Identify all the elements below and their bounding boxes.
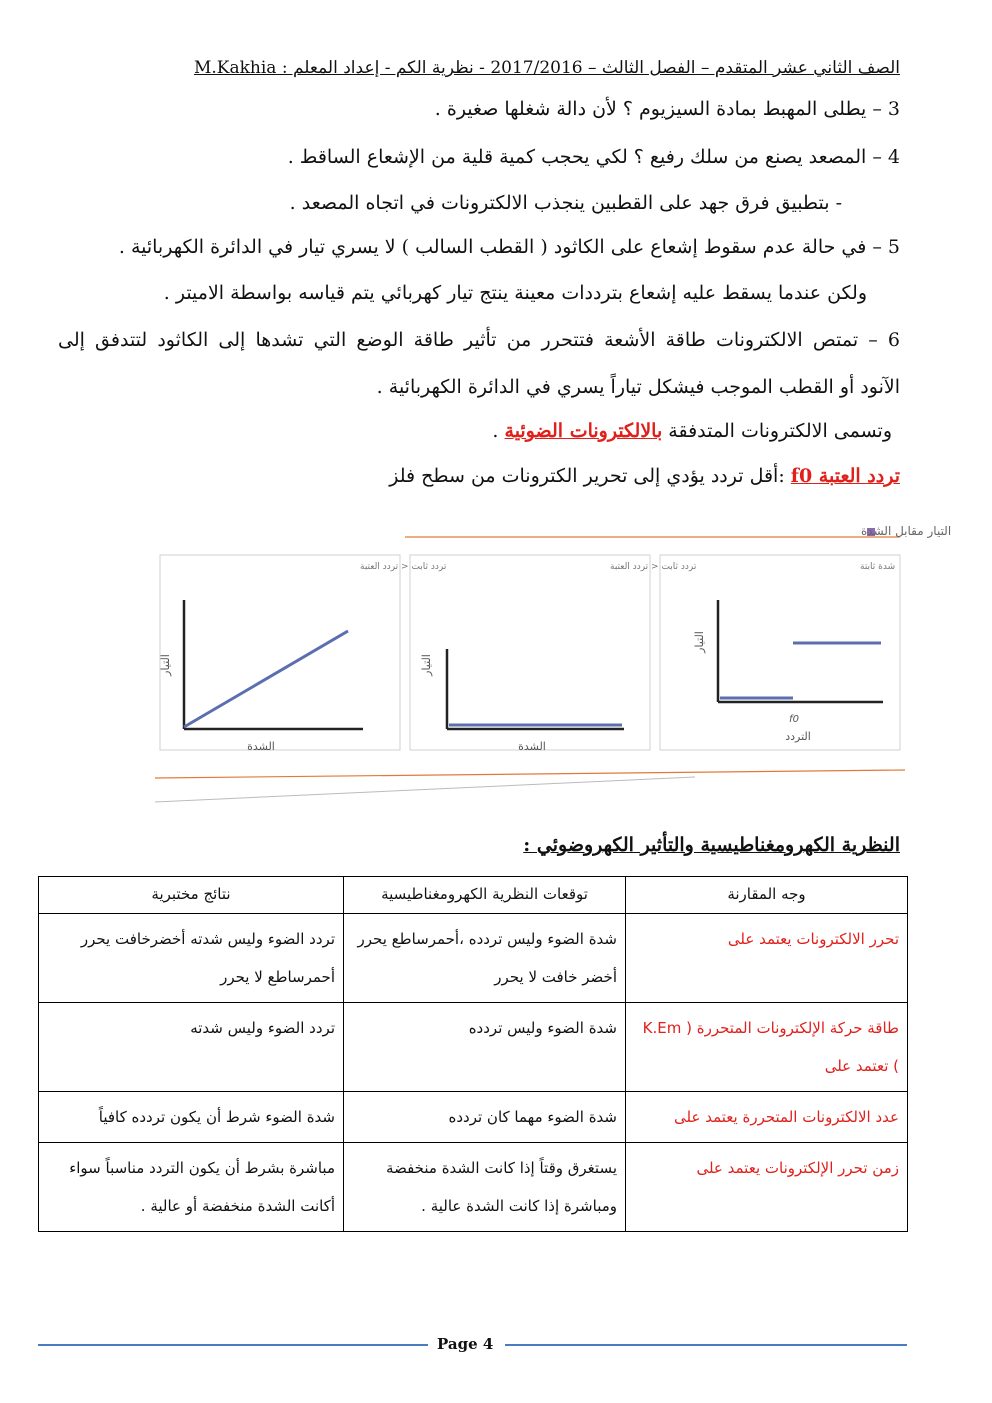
line-7 bbox=[492, 420, 892, 442]
table-header-cell: توقعات النظرية الكهرومغناطيسية bbox=[344, 877, 626, 914]
table-header-cell: نتائج مختبرية bbox=[39, 877, 344, 914]
table-cell-theory: شدة الضوء وليس تردده bbox=[344, 1003, 626, 1092]
line-5: 5 – في حالة عدم سقوط إشعاع على الكاثود ( القطب السالب ) لا يسري تيار في الدائرة الكهربائية . bbox=[118, 236, 900, 258]
threshold-frequency-term: تردد العتبة f0 bbox=[790, 465, 900, 487]
page-header: الصف الثاني عشر المتقدم – الفصل الثالث – 2017/2016 - نظرية الكم - إعداد المعلم : M.Kakhia bbox=[193, 58, 900, 78]
panel-3-ylabel: التيار bbox=[693, 631, 706, 653]
footer-rule-left bbox=[38, 1344, 428, 1346]
table-cell-lab: مباشرة بشرط أن يكون التردد مناسباً سواء أكانت الشدة منخفضة أو عالية . bbox=[39, 1143, 344, 1232]
panel-1-caption: تردد ثابت < تردد العتبة bbox=[360, 562, 447, 572]
line-6b: الآنود أو القطب الموجب فيشكل تياراً يسري في الدائرة الكهربائية . bbox=[376, 376, 900, 398]
table-cell-aspect: تحرر الالكترونات يعتمد على bbox=[626, 914, 908, 1003]
panel-2-xlabel: الشدة bbox=[518, 740, 546, 753]
line-8 bbox=[389, 465, 900, 487]
line-7-suffix: . bbox=[492, 420, 505, 442]
table-row bbox=[39, 1092, 908, 1143]
line-8-rest: :أقل تردد يؤدي إلى تحرير الكترونات من سطح فلز bbox=[389, 465, 791, 487]
line-4b: - بتطبيق فرق جهد على القطبين ينجذب الالكترونات في اتجاه المصعد . bbox=[289, 192, 842, 214]
section-title: النظرية الكهرومغناطيسية والتأثير الكهروضوئي : bbox=[523, 834, 900, 856]
table-cell-aspect: زمن تحرر الإلكترونات يعتمد على bbox=[626, 1143, 908, 1232]
table-cell-aspect: طاقة حركة الإلكترونات المتحررة ( K.Em ) تعتمد على bbox=[626, 1003, 908, 1092]
panel-1-ylabel: التيار bbox=[159, 654, 172, 676]
table-cell-lab: شدة الضوء شرط أن يكون تردده كافياً bbox=[39, 1092, 344, 1143]
panel-2-caption: تردد ثابت < تردد العتبة bbox=[610, 562, 697, 572]
table-cell-theory: يستغرق وقتاً إذا كانت الشدة منخفضة ومباشرة إذا كانت الشدة عالية . bbox=[344, 1143, 626, 1232]
table-row bbox=[39, 914, 908, 1003]
line-7-prefix: وتسمى الالكترونات المتدفقة bbox=[662, 420, 892, 442]
table-cell-lab: تردد الضوء وليس شدته bbox=[39, 1003, 344, 1092]
table-row bbox=[39, 1003, 908, 1092]
line-3: 3 – يطلى المهبط بمادة السيزيوم ؟ لأن دالة شغلها صغيرة . bbox=[434, 98, 900, 120]
line-5b: ولكن عندما يسقط عليه إشعاع بترددات معينة ينتج تيار كهربائي يتم قياسه بواسطة الاميتر . bbox=[163, 282, 867, 304]
panel-3-caption: شدة ثابتة bbox=[860, 562, 896, 572]
bottom-shadow-rule bbox=[155, 777, 695, 802]
banner-title: التيار مقابل الشدة bbox=[861, 524, 952, 538]
table-cell-theory: شدة الضوء مهما كان تردده bbox=[344, 1092, 626, 1143]
table-row bbox=[39, 1143, 908, 1232]
table-header-cell: وجه المقارنة bbox=[626, 877, 908, 914]
line-6a: 6 – تمتص الالكترونات طاقة الأشعة فتتحرر من تأثير طاقة الوضع التي تشدها إلى الكاثود لتتدفق إلى bbox=[58, 329, 900, 351]
photoelectrons-term: بالالكترونات الضوئية bbox=[504, 420, 663, 442]
panel-3-xlabel: التردد bbox=[785, 730, 811, 743]
table-cell-theory: شدة الضوء وليس تردده ،أحمرساطع يحرر أخضر خافت لا يحرر bbox=[344, 914, 626, 1003]
panel-2-ylabel: التيار bbox=[420, 654, 433, 676]
comparison-table bbox=[38, 876, 908, 1232]
page-footer bbox=[0, 1335, 992, 1355]
line-4: 4 – المصعد يصنع من سلك رفيع ؟ لكي يحجب كمية قلية من الإشعاع الساقط . bbox=[287, 146, 900, 168]
table-cell-aspect: عدد الالكترونات المتحررة يعتمد على bbox=[626, 1092, 908, 1143]
panel-1-xlabel: الشدة bbox=[247, 740, 275, 753]
table-header-row bbox=[39, 877, 908, 914]
panel-3-f0-marker: f0 bbox=[789, 714, 799, 725]
page-number: Page 4 bbox=[437, 1335, 494, 1353]
current-vs-intensity-figure bbox=[155, 522, 952, 807]
footer-rule-right bbox=[505, 1344, 907, 1346]
charts-svg bbox=[155, 522, 952, 807]
table-cell-lab: تردد الضوء وليس شدته أخضرخافت يحرر أحمرساطع لا يحرر bbox=[39, 914, 344, 1003]
bottom-accent-rule bbox=[155, 770, 905, 778]
